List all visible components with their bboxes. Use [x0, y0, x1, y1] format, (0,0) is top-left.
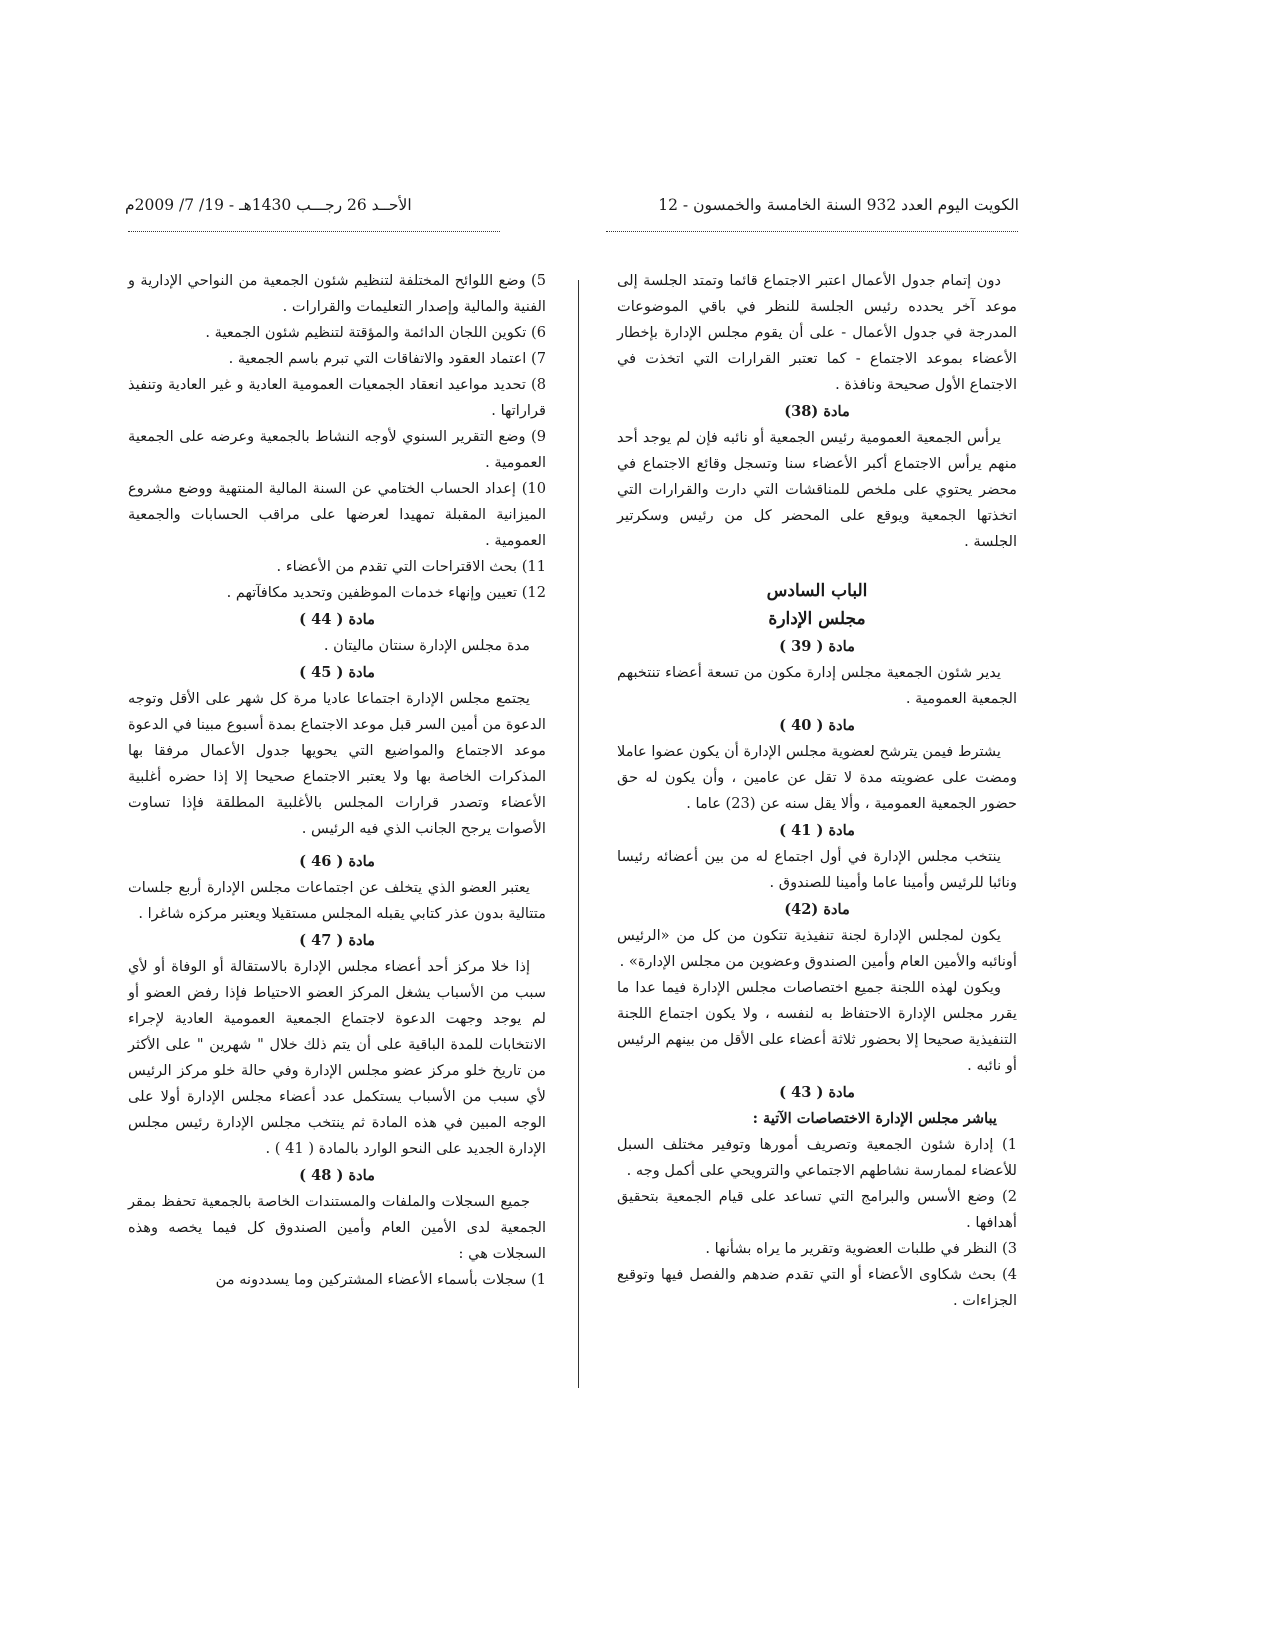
article-41-text: ينتخب مجلس الإدارة في أول اجتماع له من بين أعضائه رئيسا ونائبا للرئيس وأمينا عاما وأمينا للصندوق . — [617, 848, 1017, 891]
article-42-text-1: يكون لمجلس الإدارة لجنة تنفيذية تتكون من كل من «الرئيس أونائبه والأمين العام وأمين الصندوق وعضوين من مجلس الإدارة» . — [617, 927, 1017, 970]
article-43-item-1: 1) إدارة شئون الجمعية وتصريف أمورها وتوفير مختلف السبل للأعضاء لممارسة نشاطهم الاجتماعي والترويحي على أكمل وجه . — [617, 1136, 1017, 1179]
article-43-item-10: 10) إعداد الحساب الختامي عن السنة المالية المنتهية ووضع مشروع الميزانية المقبلة تمهيدا لعرضها على مراقب الحسابات والجمعية العمومية . — [128, 480, 546, 549]
article-46-text: يعتبر العضو الذي يتخلف عن اجتماعات مجلس الإدارة أربع جلسات متتالية بدون عذر كتابي يقبله المجلس مستقيلا ويعتبر مركزه شاغرا . — [128, 879, 546, 922]
article-47-text: إذا خلا مركز أحد أعضاء مجلس الإدارة بالاستقالة أو الوفاة أو لأي سبب من الأسباب يشغل المركز العضو الاحتياط فإذا رفض العضو أو لم يوجد وجهت الدعوة لاجتماع الجمعية العمومية العادية لإجراء الانتخابات للمدة الباقية على أن يتم ذلك خلال " شهرين " على الأكثر من تاريخ خلو مركز عضو مجلس الإدارة وفي حالة خلو مركز الرئيس لأي سبب من الأسباب يستكمل عدد أعضاء مجلس الإدارة أولا على الوجه المبين في هذه المادة ثم ينتخب مجلس الإدارة رئيس مجلس الإدارة الجديد على النحو الوارد بالمادة ( 41 ) . — [128, 958, 546, 1157]
article-41-heading: مادة ( 41 ) — [779, 822, 855, 839]
article-43-item-4: 4) بحث شكاوى الأعضاء أو التي تقدم ضدهم والفصل فيها وتوقيع الجزاءات . — [617, 1266, 1017, 1309]
article-48-text: جميع السجلات والملفات والمستندات الخاصة بالجمعية تحفظ بمقر الجمعية لدى الأمين العام وأمين الصندوق كل فيما يخصه وهذه السجلات هي : — [128, 1193, 546, 1262]
article-43-item-7: 7) اعتماد العقود والاتفاقات التي تبرم باسم الجمعية . — [228, 350, 546, 367]
article-43-item-9: 9) وضع التقرير السنوي لأوجه النشاط بالجمعية وعرضه على الجمعية العمومية . — [128, 428, 546, 471]
article-43-lead: يباشر مجلس الإدارة الاختصاصات الآتية : — [752, 1110, 997, 1127]
article-42-text-2: ويكون لهذه اللجنة جميع اختصاصات مجلس الإدارة فيما عدا ما يقرر مجلس الإدارة الاحتفاظ به لنفسه ، ولا يكون اجتماع اللجنة التنفيذية صحيحا إلا بحضور ثلاثة أعضاء على الأقل من بينهم الرئيس أو نائبه . — [617, 979, 1017, 1074]
article-38-heading: مادة (38) — [784, 403, 850, 420]
article-45-text: يجتمع مجلس الإدارة اجتماعا عاديا مرة كل شهر على الأقل وتوجه الدعوة من أمين السر قبل موعد الاجتماع بمدة أسبوع مبينا في الدعوة موعد الاجتماع والمواضيع التي يحويها جدول الأعمال مرفقا بها المذكرات الخاصة بها ولا يعتبر الاجتماع صحيحا إلا إذا حضره أغلبية الأعضاء وتصدر قرارات المجلس بالأغلبية المطلقة فإذا تساوت الأصوات يرجح الجانب الذي فيه الرئيس . — [128, 690, 546, 837]
running-header-date: الأحــد 26 رجـــب 1430هـ - 19/ 7/ 2009م — [125, 196, 412, 214]
paragraph-continuation: دون إتمام جدول الأعمال اعتبر الاجتماع قائما وتمتد الجلسة إلى موعد آخر يحدده رئيس الجلسة للنظر في باقي الموضوعات المدرجة في جدول الأعمال - على أن يقوم مجلس الإدارة بإخطار الأعضاء بموعد الاجتماع - كما تعتبر القرارات التي اتخذت في الاجتماع الأول صحيحة ونافذة . — [617, 272, 1017, 393]
article-43-item-2: 2) وضع الأسس والبرامج التي تساعد على قيام الجمعية بتحقيق أهدافها . — [617, 1188, 1017, 1231]
article-45-heading: مادة ( 45 ) — [299, 664, 375, 681]
article-48-heading: مادة ( 48 ) — [299, 1167, 375, 1184]
article-39-text: يدير شئون الجمعية مجلس إدارة مكون من تسعة أعضاء تنتخبهم الجمعية العمومية . — [617, 664, 1017, 707]
right-column — [617, 268, 1017, 1314]
article-43-item-3: 3) النظر في طلبات العضوية وتقرير ما يراه بشأنها . — [705, 1240, 1017, 1257]
article-38-text: يرأس الجمعية العمومية رئيس الجمعية أو نائبه فإن لم يوجد أحد منهم يرأس الاجتماع أكبر الأعضاء سنا وتسجل وقائع الاجتماع في محضر يحتوي على ملخص للمناقشات التي دارت والقرارات التي اتخذتها الجمعية ويوقع على المحضر كل من رئيس وسكرتير الجلسة . — [617, 429, 1017, 550]
chapter-heading: الباب السادس — [766, 581, 868, 601]
article-39-heading: مادة ( 39 ) — [779, 638, 855, 655]
article-46-heading: مادة ( 46 ) — [299, 853, 375, 870]
running-header-title: الكويت اليوم العدد 932 السنة الخامسة والخمسون - 12 — [658, 196, 1019, 214]
chapter-subheading: مجلس الإدارة — [768, 609, 866, 629]
article-43-item-5: 5) وضع اللوائح المختلفة لتنظيم شئون الجمعية من النواحي الإدارية و الفنية والمالية وإصدار التعليمات والقرارات . — [128, 272, 546, 315]
article-43-item-6: 6) تكوين اللجان الدائمة والمؤقتة لتنظيم شئون الجمعية . — [205, 324, 546, 341]
header-divider-right — [606, 231, 1018, 232]
column-divider — [578, 280, 579, 1388]
left-column — [128, 268, 546, 1293]
article-48-item-1: 1) سجلات بأسماء الأعضاء المشتركين وما يسددونه من — [215, 1271, 546, 1288]
article-40-text: يشترط فيمن يترشح لعضوية مجلس الإدارة أن يكون عضوا عاملا ومضت على عضويته مدة لا تقل عن عامين ، وأن يكون له حق حضور الجمعية العمومية ، وألا يقل سنه عن (23) عاما . — [617, 743, 1017, 812]
article-43-item-8: 8) تحديد مواعيد انعقاد الجمعيات العمومية العادية و غير العادية وتنفيذ قراراتها . — [128, 376, 546, 419]
article-43-item-12: 12) تعيين وإنهاء خدمات الموظفين وتحديد مكافآتهم . — [226, 584, 546, 601]
article-42-heading: مادة (42) — [784, 901, 850, 918]
article-44-heading: مادة ( 44 ) — [299, 611, 375, 628]
article-47-heading: مادة ( 47 ) — [299, 932, 375, 949]
article-44-text: مدة مجلس الإدارة سنتان ماليتان . — [323, 637, 530, 654]
article-43-heading: مادة ( 43 ) — [779, 1084, 855, 1101]
header-divider-left — [128, 231, 500, 232]
article-40-heading: مادة ( 40 ) — [779, 717, 855, 734]
article-43-item-11: 11) بحث الاقتراحات التي تقدم من الأعضاء . — [276, 558, 546, 575]
